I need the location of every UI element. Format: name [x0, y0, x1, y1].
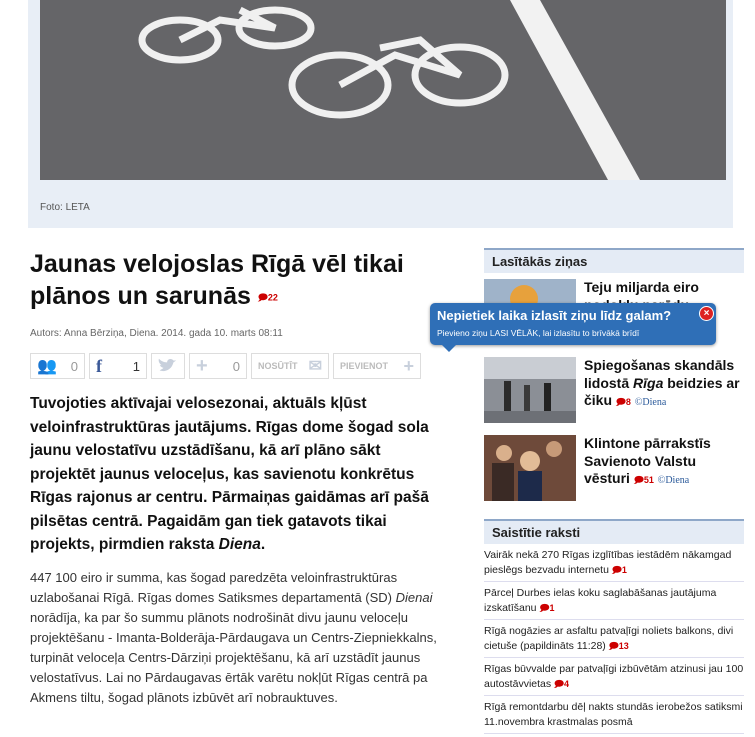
plus-count: 0	[232, 358, 240, 374]
article-title	[30, 248, 450, 313]
comment-count: 13	[618, 641, 629, 651]
twitter-share-button[interactable]	[151, 353, 185, 379]
popular-title-part: beidzies ar čiku	[584, 374, 740, 408]
comment-icon: 🗩	[554, 679, 565, 689]
popular-heading: Lasītākās ziņas	[484, 248, 744, 273]
comment-count-badge[interactable]	[539, 603, 554, 613]
popular-thumbnail[interactable]	[484, 435, 576, 501]
tooltip-arrow	[442, 345, 456, 352]
facebook-share-button[interactable]	[89, 353, 147, 379]
read-later-tooltip[interactable]	[430, 303, 716, 345]
add-button[interactable]	[333, 353, 421, 379]
article-lead	[30, 392, 450, 557]
related-title[interactable]: Rīgā remontdarbu dēļ nakts stundās ierobežos satiksmi 11.novembra krastmalas posmā	[484, 701, 743, 728]
close-icon[interactable]: ×	[699, 306, 714, 321]
comment-count: 51	[643, 475, 654, 485]
popular-title-emph: Rīga	[633, 374, 664, 391]
popular-title[interactable]: Teju miljarda eiro	[584, 279, 699, 295]
comment-count-badge[interactable]	[616, 397, 631, 407]
plus-share-button[interactable]	[189, 353, 247, 379]
comment-icon: 🗩	[257, 292, 268, 303]
comment-count: 8	[625, 397, 631, 407]
related-item[interactable]	[484, 696, 744, 734]
popular-title-text: Klintone pārrakstīs Savienoto Valstu vēsturi	[584, 435, 711, 486]
people-share-button[interactable]	[30, 353, 85, 379]
add-plus-icon: +	[403, 355, 414, 376]
comment-count-badge[interactable]	[258, 292, 278, 302]
airport-image-icon	[484, 357, 576, 423]
body-text-1: 447 100 eiro ir summa, kas šogad paredzēta veloinfrastruktūras uzlabošanai Rīgā. Rīgas domes Satiksmes departamentā (SD)	[30, 570, 398, 605]
article-title-text: Jaunas velojoslas Rīgā vēl tikai plānos un sarunās	[30, 250, 404, 310]
comment-count-badge[interactable]	[609, 641, 629, 651]
article-meta: Autors: Anna Bērziņa, Diena. 2014. gada 10. marts 08:11	[30, 328, 283, 339]
twitter-icon	[158, 357, 178, 375]
related-heading: Saistītie raksti	[484, 519, 744, 544]
popular-title[interactable]	[584, 357, 744, 429]
lead-text: Tuvojoties aktīvajai velosezonai, aktuāls kļūst veloinfrastruktūras jautājums. Rīgas dome šogad sola jaunu velostatīvu uzstādīšanu, kā arī plāno sākt projektēt jaunus veloceļus, kas savienotu konkrētus Rīgas rajonus ar centru. Pārmaiņas gaidāmas arī pašā pilsētas centrā. Pagaidām gan tiek gatavots tikai projekts, pirmdien raksta	[30, 395, 429, 553]
related-item[interactable]	[484, 620, 744, 658]
photo-credit: Foto: LETA	[40, 202, 90, 213]
related-title[interactable]: Pārceļ Durbes ielas koku saglabāšanas jautājuma izskatīšanu	[484, 587, 717, 614]
body-text-2: norādīja, ka par šo summu plānots nodrošināt divu jaunu veloceļu projektēšanu - Imanta-Bolderāja-Pārdaugava un Centrs-Ziepniekkalns, turpināt veloceļa Centrs-Dārziņi projektēšanu, kā arī uzstādīt jaunus velostatīvus. Lai no Pārdaugavas ērtāk varētu nokļūt Rīgas centrā pa Akmens tiltu, šogad plānots izbūvēt arī nobrauktuves.	[30, 610, 437, 705]
facebook-count: 1	[132, 358, 140, 374]
comment-icon: 🗩	[539, 603, 550, 613]
comment-count-badge[interactable]	[554, 679, 569, 689]
people-count: 0	[70, 358, 78, 374]
send-label: NOSŪTĪT	[258, 361, 298, 371]
speaker-image-icon	[484, 435, 576, 501]
related-item[interactable]	[484, 582, 744, 620]
comment-icon: 🗩	[633, 475, 644, 485]
tooltip-subtitle: Pievieno ziņu LASI VĒLĀK, lai izlasītu to brīvākā brīdī	[437, 328, 640, 338]
popular-title[interactable]	[584, 435, 744, 507]
spacer	[484, 507, 744, 519]
comment-count-badge[interactable]	[612, 565, 627, 575]
add-label: PIEVIENOT	[340, 361, 389, 371]
related-item[interactable]	[484, 544, 744, 582]
tooltip-title: Nepietiek laika izlasīt ziņu līdz galam?	[437, 308, 672, 323]
body-source: Dienai	[395, 590, 433, 605]
facebook-icon: f	[96, 355, 102, 376]
popular-thumbnail[interactable]	[484, 357, 576, 423]
plus-icon: +	[196, 354, 208, 377]
share-bar	[30, 353, 421, 380]
source-badge: ©Diena	[634, 397, 667, 408]
popular-item[interactable]	[484, 429, 744, 507]
related-item[interactable]	[484, 658, 744, 696]
comment-count: 22	[267, 292, 278, 303]
send-button[interactable]	[251, 353, 329, 379]
bike-lane-illustration	[40, 0, 726, 180]
comment-count-badge[interactable]	[634, 475, 654, 485]
lead-end: .	[260, 536, 266, 553]
popular-title-part: Spiegošanas skandāls lidostā	[584, 357, 735, 391]
comment-icon: 🗩	[611, 565, 622, 575]
lead-source: Diena	[218, 536, 261, 553]
comment-icon: 🗩	[615, 397, 626, 407]
hero-photo	[40, 0, 726, 180]
envelope-icon: ✉	[308, 358, 322, 375]
comment-count: 1	[621, 565, 627, 575]
comment-icon: 🗩	[608, 641, 619, 651]
source-badge: ©Diena	[657, 475, 690, 486]
people-icon: 👥	[37, 358, 57, 375]
related-title[interactable]: Rīgā nogāzies ar asfaltu patvaļīgi noliets balkons, divi cietuše (papildināts 11:28)	[484, 625, 734, 652]
article-body	[30, 568, 450, 708]
related-title[interactable]: Vairāk nekā 270 Rīgas izglītības iestādēm nākamgad pieslēgs bezvadu internetu	[484, 549, 732, 576]
related-title[interactable]: Rīgas būvvalde par patvaļīgi izbūvētām atzinusi jau 100 autostāvvietas	[484, 663, 744, 690]
popular-item[interactable]	[484, 351, 744, 429]
comment-count: 4	[564, 679, 570, 689]
comment-count: 1	[549, 603, 555, 613]
hero-image-container	[28, 0, 733, 228]
